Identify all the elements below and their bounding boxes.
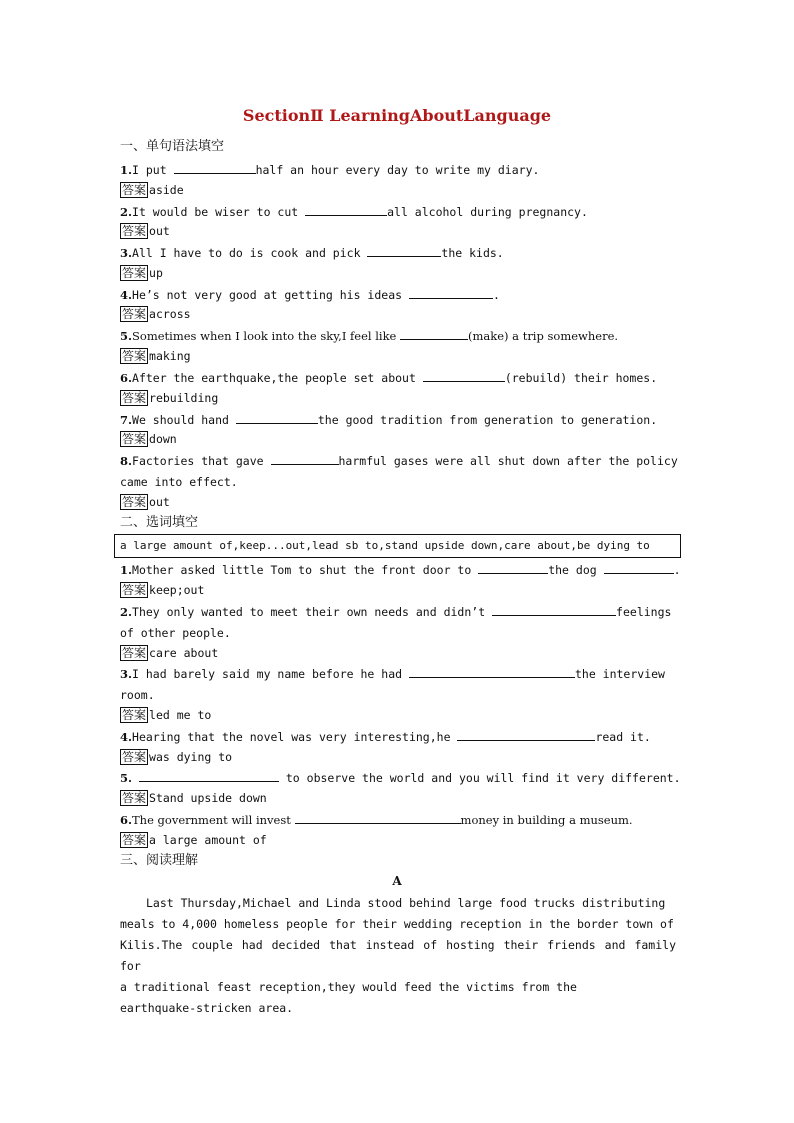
paragraph-line: meals to 4,000 homeless people for their wedding reception in the border town of [120,917,674,931]
answer-3: 答案 up [122,266,163,280]
answer-label: 答案 [122,349,147,363]
question-8: 8.Factories that gave harmful gases were all shut down after the policy [120,454,678,468]
answer-s2-4: 答案 was dying to [122,750,233,764]
answer-label: 答案 [122,791,147,805]
section1-heading: 一、单句语法填空 [120,139,225,154]
answer-label: 答案 [122,391,147,405]
answer-label: 答案 [122,495,147,509]
question-s2-2: 2.They only wanted to meet their own needs and didn’t feelings [120,605,672,619]
passage-label: A [392,874,402,888]
question-s2-6: 6.The government will invest money in building a museum. [120,813,633,827]
answer-6: 答案 rebuilding [122,391,219,405]
question-6: 6.After the earthquake,the people set about (rebuild) their homes. [120,371,658,385]
answer-8: 答案 out [122,495,170,509]
question-1: 1.I put half an hour every day to write my diary. [120,163,540,177]
word-bank: a large amount of,keep...out,lead sb to,stand upside down,care about,be dying to [114,534,681,558]
answer-label: 答案 [122,307,147,321]
question-s2-5: 5. to observe the world and you will find it very different. [120,771,681,785]
answer-label: 答案 [122,833,147,847]
answer-label: 答案 [122,646,147,660]
section3-heading: 三、阅读理解 [120,853,199,868]
answer-label: 答案 [122,750,147,764]
question-s2-3-cont: room. [120,688,155,702]
answer-label: 答案 [122,432,147,446]
answer-2: 答案 out [122,224,170,238]
answer-label: 答案 [122,266,147,280]
page-title: SectionⅡ LearningAboutLanguage [242,106,552,125]
answer-label: 答案 [122,583,147,597]
answer-s2-1: 答案 keep;out [122,583,205,597]
answer-1: 答案 aside [122,183,184,197]
answer-label: 答案 [122,708,147,722]
question-2: 2.It would be wiser to cut all alcohol during pregnancy. [120,205,588,219]
passage-paragraph [120,893,676,1019]
answer-s2-2: 答案 care about [122,646,219,660]
answer-5: 答案 making [122,349,191,363]
question-s2-3: 3.I had barely said my name before he had the interview [120,667,665,681]
section2-heading: 二、选词填空 [120,515,199,530]
answer-label: 答案 [122,224,147,238]
answer-4: 答案 across [122,307,191,321]
answer-s2-5: 答案 Stand upside down [122,791,267,805]
answer-s2-3: 答案 led me to [122,708,212,722]
question-s2-2-cont: of other people. [120,626,231,640]
question-4: 4.He’s not very good at getting his ideas . [120,288,500,302]
paragraph-line: a traditional feast reception,they would feed the victims from the [120,980,577,994]
question-5: 5.Sometimes when I look into the sky,I feel like (make) a trip somewhere. [120,329,619,343]
question-7: 7.We should hand the good tradition from generation to generation. [120,413,658,427]
question-8-cont: came into effect. [120,475,238,489]
answer-label: 答案 [122,183,147,197]
question-s2-4: 4.Hearing that the novel was very interesting,he read it. [120,730,651,744]
question-3: 3.All I have to do is cook and pick the kids. [120,246,504,260]
paragraph-line: earthquake-stricken area. [120,1001,294,1015]
paragraph-line: Last Thursday,Michael and Linda stood behind large food trucks distributing [146,896,666,910]
answer-7: 答案 down [122,432,177,446]
paragraph-line: Kilis.The couple had decided that instead of hosting their friends and family for [120,938,676,973]
answer-s2-6: 答案 a large amount of [122,833,267,847]
question-s2-1: 1.Mother asked little Tom to shut the front door to the dog . [120,563,681,577]
